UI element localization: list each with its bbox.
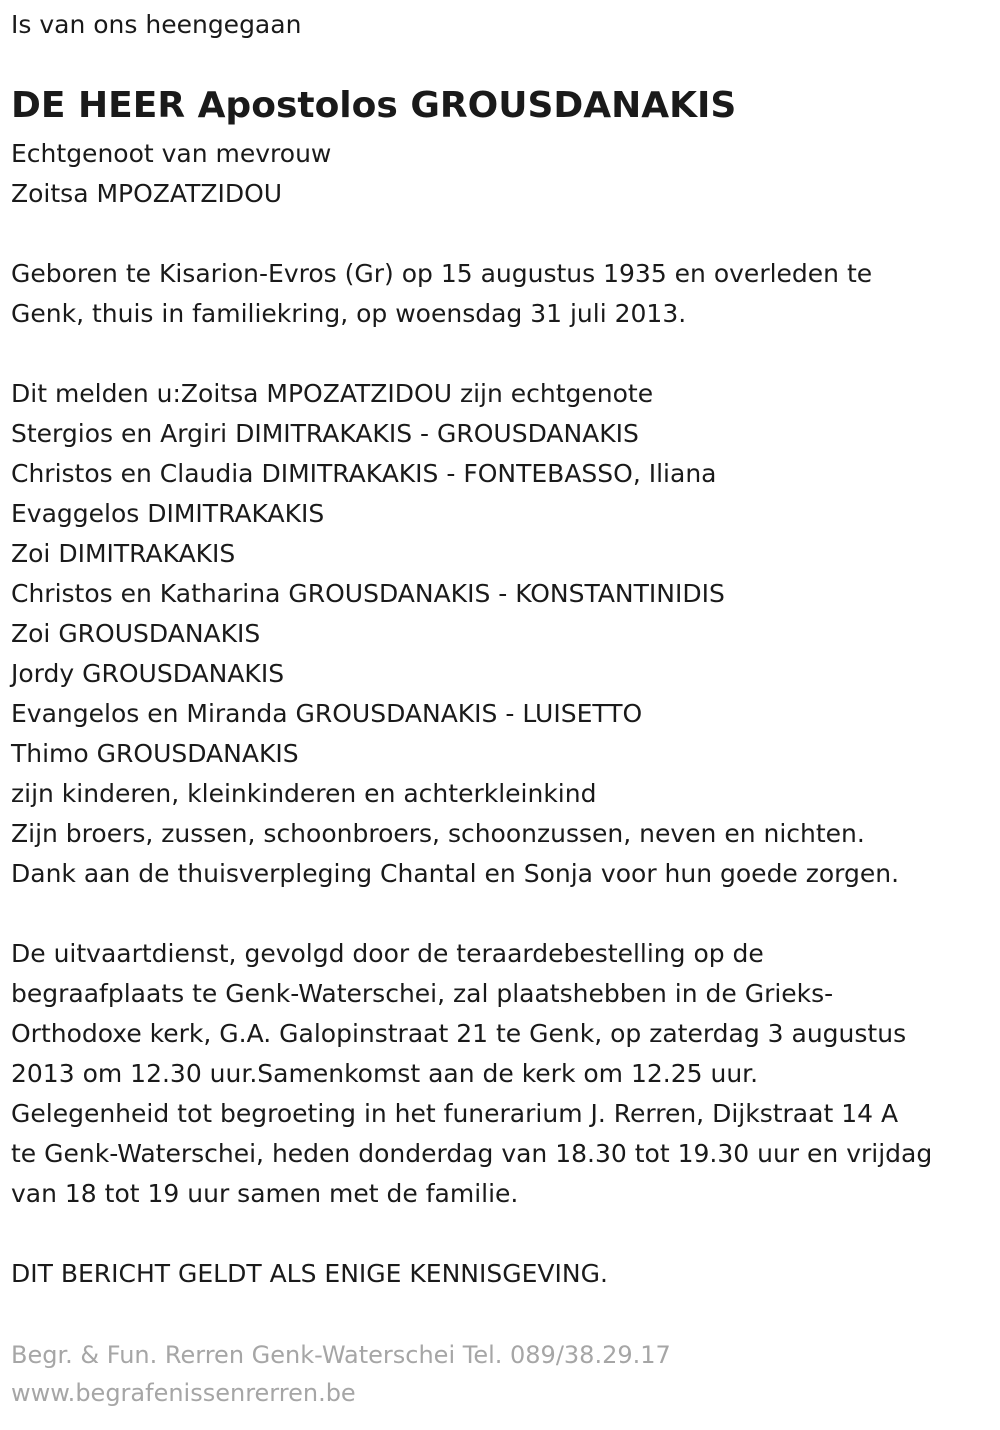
intro-text: Is van ons heengegaan (11, 10, 302, 39)
family-line: Thimo GROUSDANAKIS (11, 739, 299, 768)
family-line: Evaggelos DIMITRAKAKIS (11, 499, 325, 528)
service-line: De uitvaartdienst, gevolgd door de teraardebestelling op de (11, 939, 764, 968)
family-line: Zoi GROUSDANAKIS (11, 619, 261, 648)
funeral-home-website: www.begrafenissenrerren.be (11, 1379, 356, 1407)
family-line: Dit melden u:Zoitsa MPOZATZIDOU zijn echtgenote (11, 379, 654, 408)
spouse-name: Zoitsa MPOZATZIDOU (11, 179, 283, 208)
family-line: Evangelos en Miranda GROUSDANAKIS - LUISETTO (11, 699, 643, 728)
notice-text: DIT BERICHT GELDT ALS ENIGE KENNISGEVING. (11, 1259, 608, 1288)
family-line: Jordy GROUSDANAKIS (11, 659, 285, 688)
funeral-home-footer (11, 1336, 671, 1412)
family-line: Dank aan de thuisverpleging Chantal en Sonja voor hun goede zorgen. (11, 859, 900, 888)
family-line: Zoi DIMITRAKAKIS (11, 539, 236, 568)
service-line: Orthodoxe kerk, G.A. Galopinstraat 21 te Genk, op zaterdag 3 augustus (11, 1019, 907, 1048)
funeral-home-contact: Begr. & Fun. Rerren Genk-Waterschei Tel. 089/38.29.17 (11, 1341, 671, 1369)
spouse-block (11, 134, 331, 214)
deceased-name: DE HEER Apostolos GROUSDANAKIS (11, 85, 737, 126)
funeral-service-block (11, 934, 932, 1214)
service-line: van 18 tot 19 uur samen met de familie. (11, 1179, 519, 1208)
family-line: Christos en Katharina GROUSDANAKIS - KONSTANTINIDIS (11, 579, 725, 608)
family-line: Christos en Claudia DIMITRAKAKIS - FONTEBASSO, Iliana (11, 459, 717, 488)
family-line: Zijn broers, zussen, schoonbroers, schoonzussen, neven en nichten. (11, 819, 865, 848)
death-line: Genk, thuis in familiekring, op woensdag 31 juli 2013. (11, 299, 687, 328)
family-block (11, 374, 899, 894)
birth-death-block (11, 254, 872, 334)
service-line: begraafplaats te Genk-Waterschei, zal plaatshebben in de Grieks- (11, 979, 834, 1008)
family-line: zijn kinderen, kleinkinderen en achterkleinkind (11, 779, 597, 808)
family-line: Stergios en Argiri DIMITRAKAKIS - GROUSDANAKIS (11, 419, 639, 448)
service-line: 2013 om 12.30 uur.Samenkomst aan de kerk om 12.25 uur. (11, 1059, 759, 1088)
spouse-line: Echtgenoot van mevrouw (11, 139, 332, 168)
service-line: Gelegenheid tot begroeting in het funerarium J. Rerren, Dijkstraat 14 A (11, 1099, 899, 1128)
birth-line: Geboren te Kisarion-Evros (Gr) op 15 augustus 1935 en overleden te (11, 259, 873, 288)
service-line: te Genk-Waterschei, heden donderdag van 18.30 tot 19.30 uur en vrijdag (11, 1139, 933, 1168)
